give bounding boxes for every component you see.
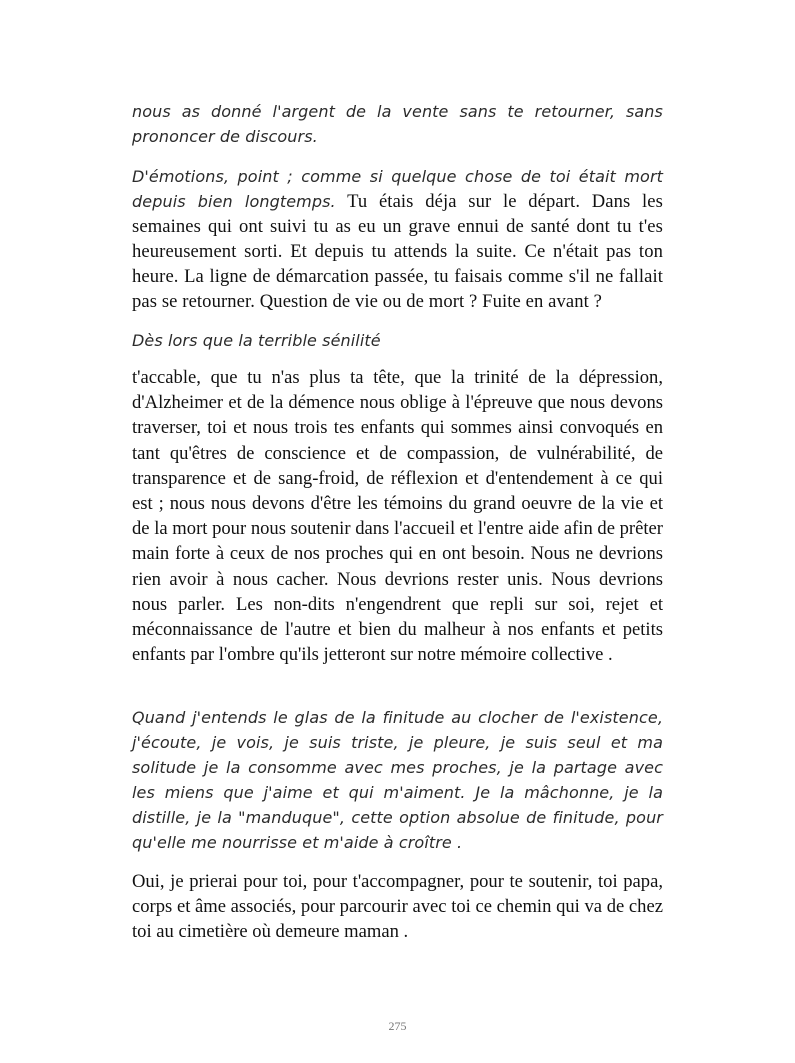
paragraph-4: t'accable, que tu n'as plus ta tête, que la trinité de la dépression, d'Alzheimer et de la démence nous oblige à l'épreuve que nous devons traverser, toi et nous trois tes enfants qui sommes ainsi convoqués en tant qu'êtres de conscience et de compassion, de vulnérabilité, de transparence et de sang-froid, de réflexion et d'entendement à ce qui est ; nous nous devons d'être les témoins du grand oeuvre de la vie et de la mort pour nous soutenir dans l'accueil et l'entre aide afin de prêter main forte à ceux de nos proches qui en ont besoin. Nous ne devrions rien avoir à nous cacher. Nous devrions rester unis. Nous devrions nous parler. Les non-dits n'engendrent que repli sur soi, rejet et méconnaissance de l'autre et bien du malheur à nos enfants et petits enfants par l'ombre qu'ils jetteront sur notre mémoire collective . xyxy=(132,367,663,666)
paragraph-2-roman-part: Tu étais déja sur le départ. Dans les semaines qui ont suivi tu as eu un grave ennui de santé dont tu t'es heureusement sorti. Et depuis tu attends la suite. Ce n'était pas ton heure. La ligne de démarcation passée, tu faisais comme s'il ne fallait pas se retourner. Question de vie ou de mort ? Fuite en avant ? xyxy=(132,191,663,312)
paragraph-6: Oui, je prierai pour toi, pour t'accompagner, pour te soutenir, toi papa, corps et âme associés, pour parcourir avec toi ce chemin qui va de chez toi au cimetière où demeure maman . xyxy=(132,871,663,943)
paragraph-1: nous as donné l'argent de la vente sans te retourner, sans prononcer de discours. xyxy=(132,102,663,146)
paragraph-2-italic-part: D'émotions, point ; comme si quelque chose de toi était mort depuis bien longtemps. xyxy=(132,167,663,211)
paragraph-5: Quand j'entends le glas de la finitude au clocher de l'existence, j'écoute, je vois, je suis triste, je pleure, je suis seul et ma solitude je la consomme avec mes proches, je la partage avec les miens que j'aime et qui m'aiment. Je la mâchonne, je la distille, je la "manduque", cette option absolue de finitude, pour qu'elle me nourrisse et m'aide à croître . xyxy=(132,708,663,852)
paragraph-2 xyxy=(132,164,663,314)
page-number: 275 xyxy=(388,1019,407,1033)
paragraph-3: Dès lors que la terrible sénilité xyxy=(132,331,381,350)
